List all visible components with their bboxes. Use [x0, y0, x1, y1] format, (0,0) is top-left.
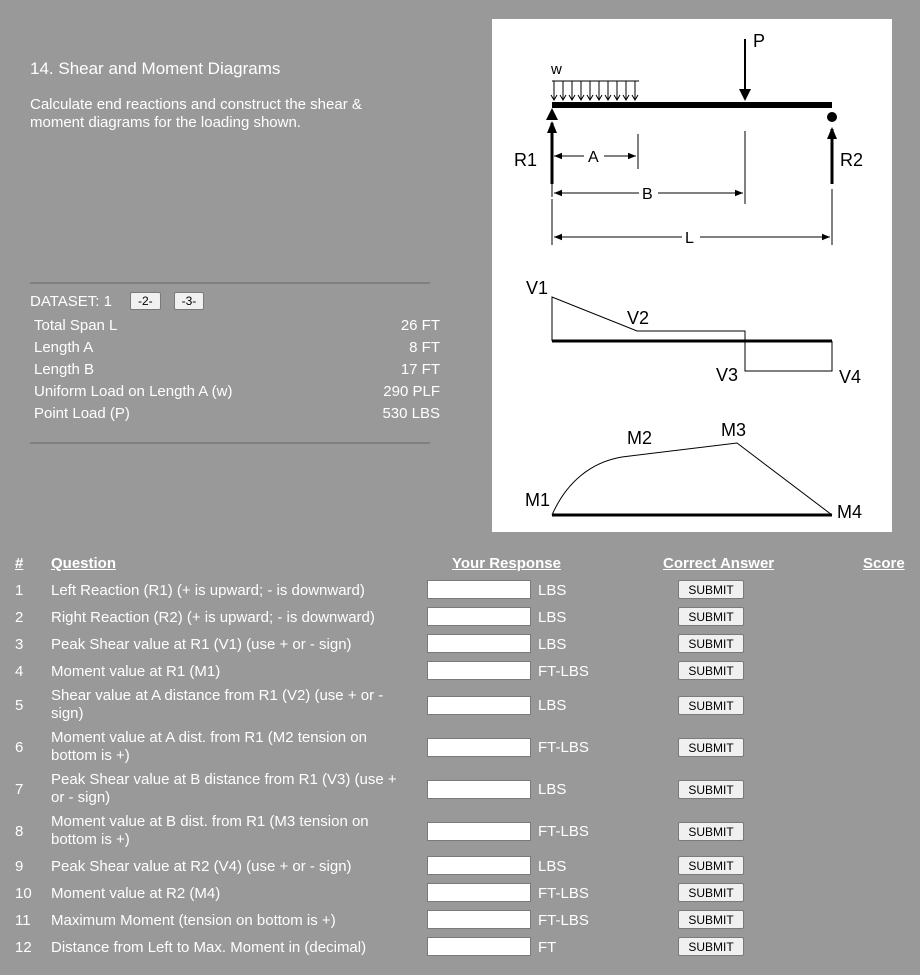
dataset-row	[34, 315, 440, 337]
question-number: 6	[15, 739, 24, 756]
response-input[interactable]	[427, 580, 531, 599]
question-row	[0, 607, 920, 627]
question-row	[0, 813, 920, 851]
response-unit: LBS	[538, 582, 567, 599]
dataset-row-value: 8 FT	[409, 339, 440, 356]
submit-button[interactable]: SUBMIT	[678, 696, 744, 715]
label-m2: M2	[627, 428, 653, 448]
response-unit: LBS	[538, 636, 567, 653]
response-input[interactable]	[427, 856, 531, 875]
question-row	[0, 729, 920, 767]
dataset-row-label: Length B	[34, 361, 95, 378]
submit-button[interactable]: SUBMIT	[678, 937, 744, 956]
response-input[interactable]	[427, 937, 531, 956]
beam-diagram	[492, 19, 892, 532]
submit-button[interactable]: SUBMIT	[678, 780, 744, 799]
question-text: Peak Shear value at R1 (V1) (use + or - sign)	[51, 636, 352, 653]
divider-top	[30, 282, 430, 284]
question-row	[0, 687, 920, 725]
question-row	[0, 580, 920, 600]
response-unit: FT	[538, 939, 557, 956]
question-number: 10	[15, 885, 32, 902]
beam	[552, 102, 832, 108]
submit-button[interactable]: SUBMIT	[678, 738, 744, 757]
dataset-row	[34, 337, 440, 359]
question-number: 11	[15, 912, 31, 929]
beam-diagram-figure	[492, 19, 892, 532]
dataset-2-button[interactable]: -2-	[130, 292, 161, 310]
response-unit: FT-LBS	[538, 739, 589, 756]
response-input[interactable]	[427, 822, 531, 841]
question-text: Peak Shear value at R2 (V4) (use + or - sign)	[51, 858, 352, 875]
dataset-row-label: Point Load (P)	[34, 405, 130, 422]
question-text: Moment value at B dist. from R1 (M3 tension on bottom is +)	[51, 813, 369, 848]
shear-diagram	[552, 297, 832, 371]
dataset-row	[34, 381, 440, 403]
response-unit: LBS	[538, 609, 567, 626]
question-text: Left Reaction (R1) (+ is upward; - is downward)	[51, 582, 365, 599]
submit-button[interactable]: SUBMIT	[678, 634, 744, 653]
response-input[interactable]	[427, 696, 531, 715]
response-unit: LBS	[538, 781, 567, 798]
header-question: Question	[51, 555, 117, 572]
question-text: Moment value at R2 (M4)	[51, 885, 221, 902]
response-unit: LBS	[538, 697, 567, 714]
moment-diagram	[552, 443, 832, 515]
header-num: #	[15, 555, 24, 572]
point-load-icon	[739, 39, 751, 101]
header-correct-answer: Correct Answer	[663, 555, 775, 572]
response-unit: FT-LBS	[538, 663, 589, 680]
question-number: 1	[15, 582, 24, 599]
question-row	[0, 856, 920, 876]
page-title: 14. Shear and Moment Diagrams	[30, 59, 281, 78]
dataset-row-label: Uniform Load on Length A (w)	[34, 383, 233, 400]
question-number: 7	[15, 781, 24, 798]
question-number: 2	[15, 609, 24, 626]
label-v3: V3	[716, 365, 739, 385]
response-unit: FT-LBS	[538, 912, 589, 929]
response-input[interactable]	[427, 634, 531, 653]
label-v4: V4	[839, 367, 862, 387]
question-row	[0, 634, 920, 654]
question-text: Moment value at R1 (M1)	[51, 663, 221, 680]
response-input[interactable]	[427, 661, 531, 680]
label-m3: M3	[721, 420, 747, 440]
label-m4: M4	[837, 502, 863, 522]
label-m1: M1	[525, 490, 551, 510]
dataset-selector	[30, 292, 204, 310]
question-text: Right Reaction (R2) (+ is upward; - is downward)	[51, 609, 375, 626]
question-number: 5	[15, 697, 24, 714]
response-input[interactable]	[427, 780, 531, 799]
submit-button[interactable]: SUBMIT	[678, 607, 744, 626]
dataset-3-button[interactable]: -3-	[174, 292, 205, 310]
submit-button[interactable]: SUBMIT	[678, 661, 744, 680]
dataset-row-value: 530 LBS	[382, 405, 440, 422]
response-unit: FT-LBS	[538, 823, 589, 840]
roller-support-icon	[827, 112, 837, 122]
submit-button[interactable]: SUBMIT	[678, 910, 744, 929]
question-number: 3	[15, 636, 24, 653]
label-r2: R2	[840, 150, 864, 170]
question-text: Moment value at A dist. from R1 (M2 tension on bottom is +)	[51, 729, 367, 764]
problem-description: Calculate end reactions and construct the shear & moment diagrams for the loading shown.	[30, 96, 362, 131]
r2-reaction-arrow-icon	[827, 127, 837, 184]
submit-button[interactable]: SUBMIT	[678, 883, 744, 902]
dataset-row-label: Total Span L	[34, 317, 118, 334]
submit-button[interactable]: SUBMIT	[678, 580, 744, 599]
submit-button[interactable]: SUBMIT	[678, 856, 744, 875]
pin-support-icon	[546, 108, 558, 120]
question-text: Maximum Moment (tension on bottom is +)	[51, 912, 336, 929]
response-input[interactable]	[427, 607, 531, 626]
uniform-load-icon	[551, 81, 639, 100]
question-number: 9	[15, 858, 24, 875]
dataset-row	[34, 403, 440, 425]
header-score: Score	[863, 555, 905, 572]
label-r1: R1	[514, 150, 538, 170]
question-row	[0, 883, 920, 903]
question-row	[0, 910, 920, 930]
question-number: 8	[15, 823, 24, 840]
label-p: P	[753, 31, 766, 51]
response-input[interactable]	[427, 738, 531, 757]
submit-button[interactable]: SUBMIT	[678, 822, 744, 841]
question-text: Distance from Left to Max. Moment in (decimal)	[51, 939, 367, 956]
label-v1: V1	[526, 278, 549, 298]
dataset-row-value: 26 FT	[400, 317, 440, 334]
dataset-row-label: Length A	[34, 339, 94, 356]
divider-bottom	[30, 442, 430, 444]
dataset-label: DATASET: 1	[30, 292, 112, 310]
label-w: w	[551, 61, 562, 78]
question-row	[0, 661, 920, 681]
question-number: 12	[15, 939, 32, 956]
question-number: 4	[15, 663, 24, 680]
label-v2: V2	[627, 308, 650, 328]
dataset-row-value: 17 FT	[400, 361, 440, 378]
question-row	[0, 771, 920, 809]
dataset-table	[34, 315, 440, 425]
question-row	[0, 937, 920, 957]
header-response: Your Response	[452, 555, 561, 572]
response-input[interactable]	[427, 883, 531, 902]
dataset-row-value: 290 PLF	[383, 383, 440, 400]
question-text: Peak Shear value at B distance from R1 (V3) (use + or - sign)	[51, 771, 397, 806]
question-text: Shear value at A distance from R1 (V2) (use + or - sign)	[51, 687, 384, 722]
label-b: B	[642, 186, 653, 203]
label-l: L	[685, 230, 694, 247]
response-input[interactable]	[427, 910, 531, 929]
label-a: A	[588, 149, 599, 166]
response-unit: LBS	[538, 858, 567, 875]
response-unit: FT-LBS	[538, 885, 589, 902]
dataset-row	[34, 359, 440, 381]
